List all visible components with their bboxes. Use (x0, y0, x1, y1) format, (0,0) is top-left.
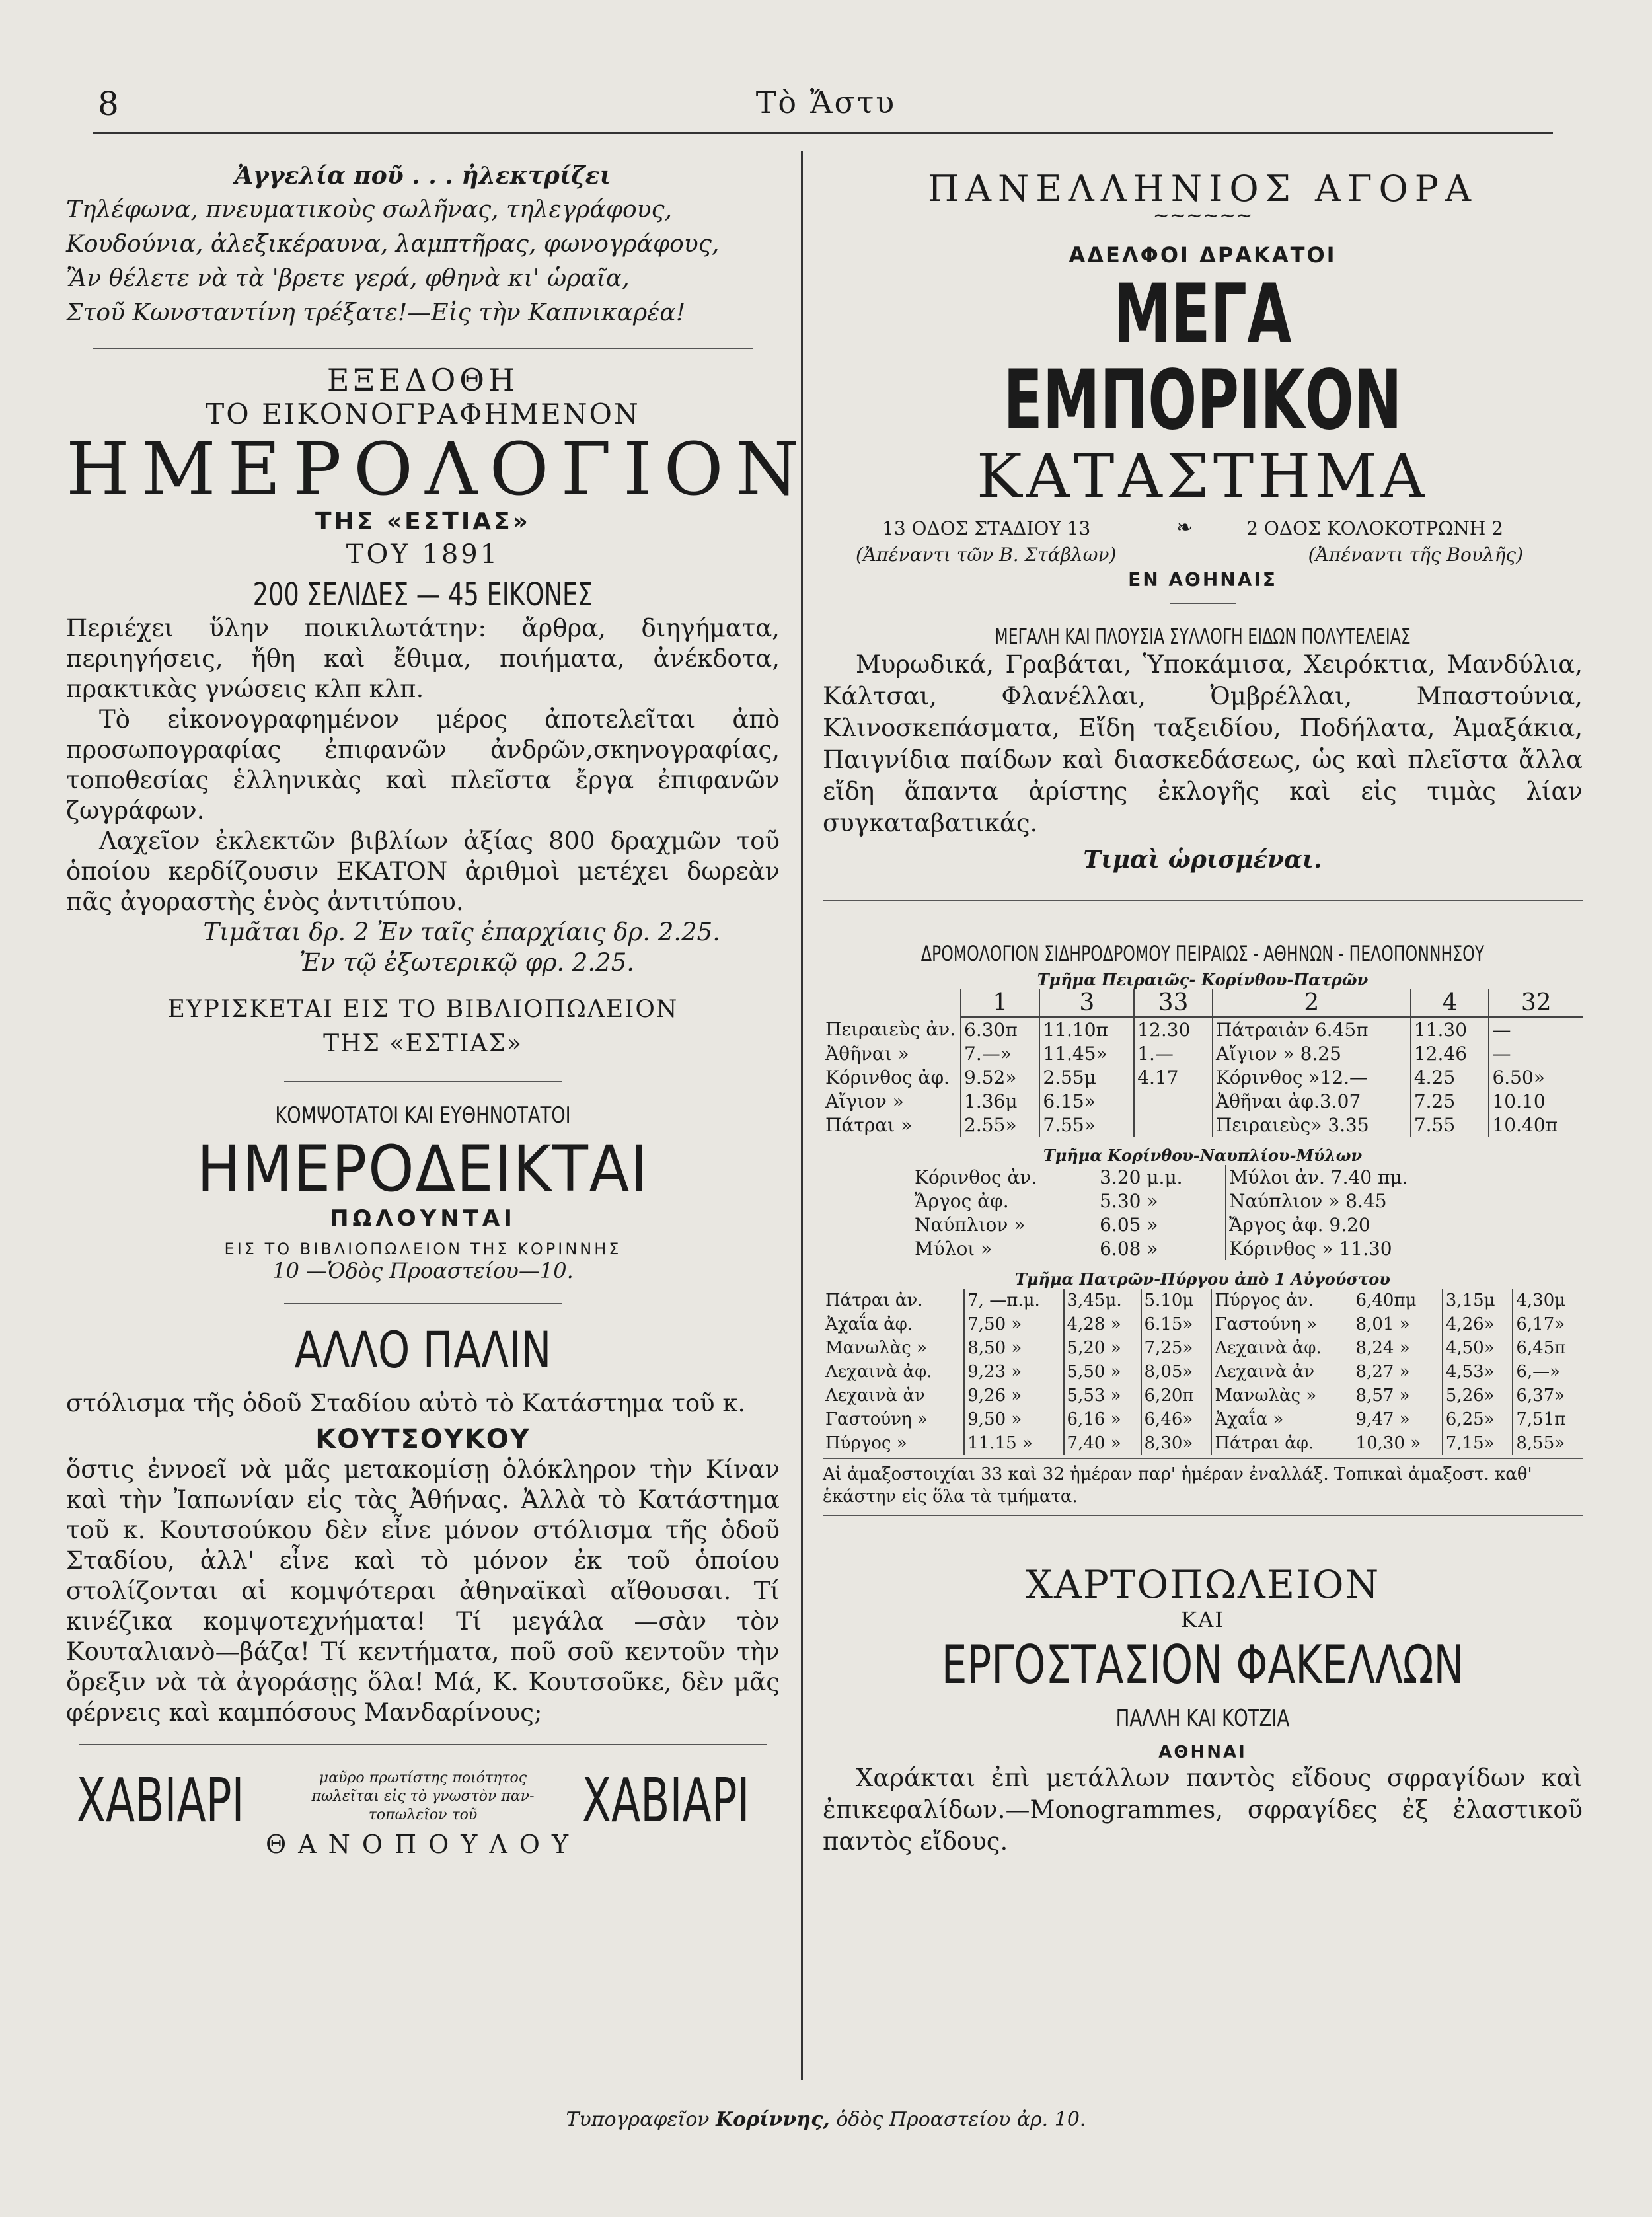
ornament-icon: ❧ (1176, 516, 1193, 539)
table-cell: 5,50 » (1064, 1360, 1141, 1384)
timetable-main-body (823, 1017, 1583, 1137)
paper-factory: ΕΡΓΟΣΤΑΣΙΟΝ ΦΑΚΕΛΛΩΝ (941, 1634, 1464, 1696)
divider (284, 1303, 562, 1304)
calendar-price: Τιμᾶται δρ. 2 Ἐν ταῖς ἐπαρχίαις δρ. 2.25. (203, 918, 720, 946)
table-row (823, 1289, 1583, 1312)
table-cell: — (1489, 1017, 1583, 1041)
table-cell: Πάτραι » (825, 1113, 913, 1136)
table-cell: Κόρινθος » 11.30 (1226, 1236, 1493, 1260)
table-cell: Πάτραι ἀφ. (1211, 1431, 1353, 1455)
right-column (823, 159, 1583, 1858)
table-cell: 6,16 » (1064, 1408, 1141, 1431)
table-cell: Μύλοι ἀν. 7.40 πμ. (1226, 1165, 1493, 1189)
store-mega: ΜΕΓΑ ΕΜΠΟΡΙΚΟΝ (1003, 267, 1402, 448)
table-cell: 12.46 (1411, 1041, 1489, 1065)
caviar-word-left: ΧΑΒΙΑΡΙ (76, 1765, 244, 1836)
store-address-kolokotroni: 2 ΟΔΟΣ ΚΟΛΟΚΟΤΡΩΝΗ 2 (1246, 517, 1503, 539)
table-row (912, 1189, 1493, 1213)
table-cell: 7,50 » (964, 1312, 1063, 1336)
table-row (823, 1017, 1583, 1041)
table-cell: 9,23 » (964, 1360, 1063, 1384)
caviar-desc-line: τοπωλεῖον τοῦ (368, 1807, 478, 1823)
table-cell: 7, —π.μ. (964, 1289, 1063, 1312)
table-row (823, 1065, 1583, 1089)
table-cell: Ἀχαΐα » (1211, 1408, 1353, 1431)
table-row (823, 1408, 1583, 1431)
table-row (823, 1113, 1583, 1137)
table-row (823, 1384, 1583, 1408)
divider (823, 900, 1583, 901)
clocks-shop: ΕΙΣ ΤΟ ΒΙΒΛΙΟΠΩΛΕΙΟΝ ΤΗΣ ΚΟΡΙΝΝΗΣ (224, 1240, 622, 1258)
table-cell: 1.— (1134, 1041, 1213, 1065)
table-cell: 4,30μ (1513, 1289, 1583, 1312)
calendar-price-abroad: Ἐν τῷ ἐξωτερικῷ φρ. 2.25. (299, 948, 634, 977)
table-cell: Αἴγιον » 8.25 (1213, 1041, 1411, 1065)
caviar-word-right: ΧΑΒΙΑΡΙ (582, 1765, 750, 1836)
clocks-sold: ΠΩΛΟΥΝΤΑΙ (330, 1205, 516, 1232)
clocks-title: ΗΜΕΡΟΔΕΙΚΤΑΙ (197, 1132, 649, 1206)
table-cell: 4,50» (1443, 1336, 1513, 1360)
electric-ad-line: Στοῦ Κωνσταντίνη τρέξατε!—Εἰς τὴν Καπνικαρέα! (66, 299, 686, 326)
caviar-ad (66, 1765, 780, 1858)
table-cell: 7.55 (1411, 1113, 1489, 1137)
running-head: Τὸ Ἄστυ (755, 85, 897, 120)
koutsoukos-ad (66, 1320, 780, 1728)
table-cell: Λεχαινὰ ἀν (1211, 1360, 1353, 1384)
table-cell: Μανωλὰς » (1211, 1384, 1353, 1408)
table-row (823, 1312, 1583, 1336)
paper-and: ΚΑΙ (1181, 1607, 1224, 1632)
imprint-pre: Τυπογραφεῖον (566, 2108, 710, 2131)
calendar-illustrated: ΤΟ ΕΙΚΟΝΟΓΡΑΦΗΜΕΝΟΝ (206, 398, 640, 430)
electric-ad-line: Ἂν θέλετε νὰ τὰ 'βρετε γερά, φθηνὰ κι' ὡραῖα, (66, 265, 630, 292)
table-cell: 9.52» (961, 1065, 1039, 1089)
table-cell: 6,—» (1513, 1360, 1583, 1384)
calendar-found-at (66, 993, 780, 1061)
timetable-section: Τμῆμα Κορίνθου-Ναυπλίου-Μύλων (1043, 1146, 1363, 1165)
koutsoukos-title: ΑΛΛΟ ΠΑΛΙΝ (294, 1320, 552, 1379)
table-cell: 6.30π (961, 1017, 1039, 1041)
table-cell: 6.50» (1489, 1065, 1583, 1089)
table-cell: Ἀθῆναι » (825, 1042, 909, 1065)
table-cell: 6.05 » (1100, 1213, 1158, 1236)
timetable-section: Τμῆμα Πατρῶν-Πύργου ἀπὸ 1 Αὐγούστου (1015, 1269, 1390, 1289)
store-prices: Τιμαὶ ὡρισμέναι. (1083, 846, 1322, 874)
table-cell: 10,30 » (1355, 1433, 1421, 1453)
table-cell: 3 (1039, 989, 1134, 1017)
table-cell: 7,40 » (1064, 1431, 1141, 1455)
table-cell: 2.55μ (1039, 1065, 1134, 1089)
table-cell: 4,28 » (1064, 1312, 1141, 1336)
paper-owners: ΠΑΛΛΗ ΚΑΙ ΚΟΤΖΙΑ (1115, 1705, 1290, 1732)
timetable-main (823, 989, 1583, 1137)
table-cell (1134, 1113, 1213, 1137)
imprint (0, 2108, 1652, 2131)
table-cell: Λεχαινὰ ἀφ. (825, 1362, 932, 1382)
table-cell: 7,25» (1141, 1336, 1212, 1360)
table-cell: 1.36μ (961, 1089, 1039, 1113)
timetable-pyrgos (823, 1289, 1583, 1455)
table-cell: 7,15» (1443, 1431, 1513, 1455)
store-katastima: ΚΑΤΑΣΤΗΜΑ (976, 441, 1429, 511)
page-number: 8 (98, 85, 119, 123)
table-cell: 32 (1489, 989, 1583, 1017)
timetable-section: Τμῆμα Πειραιῶς- Κορίνθου-Πατρῶν (1037, 970, 1369, 989)
timetable-title: ΔΡΟΜΟΛΟΓΙΟΝ ΣΙΔΗΡΟΔΡΟΜΟΥ ΠΕΙΡΑΙΩΣ - ΑΘΗΝΩΝ - ΠΕΛΟΠΟΝΝΗΣΟΥ (920, 941, 1485, 966)
table-row (912, 1165, 1493, 1189)
clocks-ad (66, 1102, 780, 1283)
table-cell: Μύλοι » (915, 1237, 993, 1259)
table-cell: 7,51π (1513, 1408, 1583, 1431)
clocks-tagline: ΚΟΜΨΟΤΑΤΟΙ ΚΑΙ ΕΥΘΗΝΟΤΑΤΟΙ (275, 1102, 571, 1129)
table-cell: Ἀχαΐα ἀφ. (825, 1314, 913, 1334)
divider (284, 1081, 562, 1082)
electric-ad-headline: Ἀγγελία ποῦ . . . ἠλεκτρίζει (235, 162, 611, 190)
calendar-title: ΗΜΕΡΟΛΟΓΙΟΝ (66, 427, 811, 511)
table-cell: 5,20 » (1064, 1336, 1141, 1360)
table-cell: Μανωλὰς » (825, 1338, 927, 1358)
store-address-note: (Ἀπέναντι τῆς Βουλῆς) (1308, 544, 1523, 566)
calendar-lottery: Λαχεῖον ἐκλεκτῶν βιβλίων ἀξίας 800 δραχμῶν τοῦ ὁποίου κερδίζουσιν ΕΚΑΤΟΝ ἀριθμοὶ μετέχει δωρεὰν πᾶς ἀγοραστὴς ἑνὸς ἀντιτύπου. (66, 827, 780, 916)
table-cell: Πάτραιἀν 6.45π (1213, 1017, 1411, 1041)
header-rule (93, 132, 1553, 134)
table-cell: 10.40π (1489, 1113, 1583, 1137)
table-cell: Πειραιεὺς» 3.35 (1213, 1113, 1411, 1137)
store-addresses (823, 509, 1583, 569)
divider (823, 1515, 1583, 1516)
timetable-note: Αἱ ἁμαξοστοιχίαι 33 καὶ 32 ἡμέραν παρ' ἡμέραν ἐναλλάξ. Τοπικαὶ ἁμαξοστ. καθ' ἑκάστην εἰς ὅλα τὰ τμήματα. (823, 1464, 1532, 1507)
table-cell: 6,25» (1443, 1408, 1513, 1431)
calendar-published: ΕΞΕΔΟΘΗ (326, 362, 519, 398)
table-row (823, 989, 1583, 1017)
electric-ad-line: Κουδούνια, ἀλεξικέραυνα, λαμπτῆρας, φωνογράφους, (66, 231, 720, 258)
calendar-year: ΤΟΥ 1891 (346, 539, 500, 570)
table-cell: 8,24 » (1355, 1338, 1410, 1358)
table-cell: 3.20 μ.μ. (1100, 1166, 1183, 1188)
caviar-desc-line: πωλεῖται εἰς τὸ γνωστὸν παν- (311, 1788, 535, 1805)
table-cell: 6,17» (1513, 1312, 1583, 1336)
table-cell: 11.10π (1039, 1017, 1134, 1041)
table-cell: 9,26 » (964, 1384, 1063, 1408)
electric-ad (66, 159, 780, 330)
table-cell: 9,47 » (1355, 1409, 1410, 1429)
table-cell: 6.15» (1039, 1089, 1134, 1113)
table-cell: 4.25 (1411, 1065, 1489, 1089)
table-cell: 2.55» (961, 1113, 1039, 1137)
calendar-ad (66, 362, 811, 613)
imprint-post: ὁδὸς Προαστείου ἀρ. 10. (836, 2108, 1086, 2131)
table-cell: Πειραιεὺς ἀν. (825, 1018, 956, 1040)
table-cell: 8,57 » (1355, 1386, 1410, 1406)
table-cell: Κόρινθος »12.— (1213, 1065, 1411, 1089)
calendar-illustrations: Τὸ εἰκονογραφημένον μέρος ἀποτελεῖται ἀπὸ προσωπογραφίας ἐπιφανῶν ἀνδρῶν,σκηνογραφίας, τοποθεσίας ἑλληνικὰς καὶ πλεῖστα ἔργα ἐπιφανῶν ζωγράφων. (66, 705, 780, 825)
paper-shop-ad (823, 1562, 1583, 1762)
table-cell: Πάτραι ἀν. (825, 1291, 923, 1310)
table-cell: 8,01 » (1355, 1314, 1410, 1334)
table-cell: Κόρινθος ἀφ. (825, 1066, 950, 1088)
table-cell: 5,26» (1443, 1384, 1513, 1408)
table-cell: Πύργος ἀν. (1211, 1289, 1353, 1312)
table-cell: 4,26» (1443, 1312, 1513, 1336)
table-cell: 5,53 » (1064, 1384, 1141, 1408)
table-cell: 11.30 (1411, 1017, 1489, 1041)
table-cell (1134, 1089, 1213, 1113)
table-cell: Αἴγιον » (825, 1090, 904, 1112)
table-cell: 11.45» (1039, 1041, 1134, 1065)
koutsoukos-body: ὅστις ἐννοεῖ νὰ μᾶς μετακομίσῃ ὁλόκληρον τὴν Κίναν καὶ τὴν Ἰαπωνίαν εἰς τὰς Ἀθήνας. Ἀλλὰ τὸ Κατάστημα τοῦ κ. Κουτσούκου δὲν εἶνε μόνον στόλισμα τῆς ὁδοῦ Σταδίου, ἀλλ' εἶνε καὶ τὸ μόνον ἐκ τοῦ ὁποίου στολίζονται αἱ κομψότεραι ἀθηναϊκαὶ αἴθουσαι. Τί κινέζικα κομψοτεχνήματα! Τί μεγάλα —σὰν τὸν Κουταλιανὸ—βάζα! Τί κεντήματα, ποῦ σοῦ κεντοῦν τὴν ὄρεξιν νὰ τὰ ἀγοράσῃς ὅλα! Μά, Κ. Κουτσοῦκε, δὲν μᾶς φέρνεις καὶ καμπόσους Μανδαρίνους; (66, 1455, 780, 1727)
left-column (66, 159, 811, 1859)
table-row (823, 1089, 1583, 1113)
table-cell: 6.15» (1141, 1312, 1212, 1336)
imprint-name: Κορίννης, (716, 2108, 830, 2131)
store-collection: ΜΕΓΑΛΗ ΚΑΙ ΠΛΟΥΣΙΑ ΣΥΛΛΟΓΗ ΕΙΔΩΝ ΠΟΛΥΤΕΛΕΙΑΣ (995, 624, 1411, 649)
table-cell: Γαστούνη » (1211, 1312, 1353, 1336)
table-cell: — (1489, 1041, 1583, 1065)
table-cell: Πύργος » (825, 1433, 907, 1453)
table-cell: 8,30» (1141, 1431, 1212, 1455)
table-cell: 2 (1213, 989, 1411, 1017)
calendar-pages: 200 ΣΕΛΙΔΕΣ — 45 ΕΙΚΟΝΕΣ (252, 576, 593, 613)
table-row (912, 1236, 1493, 1260)
table-cell: 8,50 » (964, 1336, 1063, 1360)
table-cell: 6.08 » (1100, 1237, 1158, 1259)
timetable-nafplio-body (912, 1165, 1493, 1260)
table-cell: 7.—» (961, 1041, 1039, 1065)
calendar-of-estia: ΤΗΣ «ΕΣΤΙΑΣ» (315, 508, 531, 535)
table-cell: 7.55» (1039, 1113, 1134, 1137)
table-cell: 11.15 » (964, 1431, 1063, 1455)
table-cell: 7.25 (1411, 1089, 1489, 1113)
table-cell: 6,45π (1513, 1336, 1583, 1360)
koutsoukos-intro: στόλισμα τῆς ὁδοῦ Σταδίου αὐτὸ τὸ Κατάστημα τοῦ κ. (66, 1389, 746, 1417)
table-cell: Ἀθῆναι ἀφ.3.07 (1213, 1089, 1411, 1113)
table-cell: Ἄργος ἀφ. (915, 1189, 1009, 1212)
calendar-contents: Περιέχει ὕλην ποικιλωτάτην: ἄρθρα, διηγήματα, περιηγήσεις, ἤθη καὶ ἔθιμα, ποιήματα, ἀνέκδοτα, πρακτικὰς γνώσεις κλπ κλπ. (66, 614, 780, 703)
table-row (823, 1360, 1583, 1384)
table-cell: 33 (1134, 989, 1213, 1017)
table-cell: 6,20π (1141, 1384, 1212, 1408)
paper-title: ΧΑΡΤΟΠΩΛΕΙΟΝ (1025, 1562, 1380, 1607)
store-city: ΕΝ ΑΘΗΝΑΙΣ (1128, 569, 1277, 591)
table-cell: 12.30 (1134, 1017, 1213, 1041)
table-cell: 5.30 » (1100, 1189, 1158, 1212)
divider (823, 1458, 1583, 1459)
table-cell: Λεχαινὰ ἀν (825, 1386, 925, 1406)
table-cell: 9,50 » (964, 1408, 1063, 1431)
table-cell: Ναύπλιον » 8.45 (1226, 1189, 1493, 1213)
table-cell: Ἄργος ἀφ. 9.20 (1226, 1213, 1493, 1236)
table-row (912, 1213, 1493, 1236)
table-cell: 6,40πμ (1355, 1291, 1417, 1310)
found-line: ΕΥΡΙΣΚΕΤΑΙ ΕΙΣ ΤΟ ΒΙΒΛΙΟΠΩΛΕΙΟΝ (167, 996, 679, 1023)
table-cell: Κόρινθος ἀν. (915, 1166, 1037, 1188)
divider (1170, 603, 1236, 604)
divider (79, 1744, 767, 1745)
store-brothers: ΑΔΕΛΦΟΙ ΔΡΑΚΑΤΟΙ (1069, 243, 1337, 268)
store-agora: ΠΑΝΕΛΛΗΝΙΟΣ ΑΓΟΡΑ (927, 168, 1478, 209)
table-cell: 4,53» (1443, 1360, 1513, 1384)
store-items: Μυρωδικά, Γραβάται, Ὑποκάμισα, Χειρόκτια, Μανδύλια, Κάλτσαι, Φλανέλλαι, Ὀμβρέλλαι, Μπαστούνια, Κλινοσκεπάσματα, Εἴδη ταξειδίου, Ποδήλατα, Ἁμαξάκια, Παιγνίδια παίδων καὶ διασκεδάσεως, ὡς καὶ πλεῖστα ἄλλα εἴδη ἅπαντα ἀρίστης ἐκλογῆς καὶ εἰς τιμὰς λίαν συγκαταβατικάς. (823, 650, 1583, 837)
paper-body: Χαράκται ἐπὶ μετάλλων παντὸς εἴδους σφραγίδων καὶ ἐπικεφαλίδων.—Monogrammes, σφραγίδες ἐξ ἐλαστικοῦ παντὸς εἴδους. (823, 1764, 1583, 1856)
store-address-note: (Ἀπέναντι τῶν Β. Στάβλων) (856, 544, 1117, 566)
table-cell: 10.10 (1489, 1089, 1583, 1113)
found-line: ΤΗΣ «ΕΣΤΙΑΣ» (323, 1030, 523, 1057)
caviar-description (304, 1769, 542, 1824)
caviar-desc-line: μαῦρο πρωτίστης ποιότητος (319, 1770, 527, 1786)
table-cell: Λεχαινὰ ἀφ. (1211, 1336, 1353, 1360)
table-cell: 6,37» (1513, 1384, 1583, 1408)
electric-ad-line: Τηλέφωνα, πνευματικοὺς σωλῆνας, τηλεγράφους, (66, 196, 673, 223)
table-cell: 8,05» (1141, 1360, 1212, 1384)
ornament-icon: ~~~~~~ (1152, 204, 1253, 227)
table-cell: 3,45μ. (1064, 1289, 1141, 1312)
table-cell: 4.17 (1134, 1065, 1213, 1089)
store-address-stadiou: 13 ΟΔΟΣ ΣΤΑΔΙΟΥ 13 (882, 517, 1091, 539)
table-row (823, 1041, 1583, 1065)
timetable-pyrgos-body (823, 1289, 1583, 1455)
divider (93, 348, 753, 349)
table-row (823, 1336, 1583, 1360)
table-cell: Γαστούνη » (825, 1409, 928, 1429)
table-cell: 4 (1411, 989, 1489, 1017)
clocks-address: 10 —Ὁδὸς Προαστείου—10. (272, 1258, 574, 1283)
table-cell: 8,55» (1513, 1431, 1583, 1455)
paper-city: ΑΘΗΝΑΙ (1158, 1743, 1247, 1762)
table-cell: 3,15μ (1443, 1289, 1513, 1312)
table-cell: 8,27 » (1355, 1362, 1410, 1382)
table-cell: 6,46» (1141, 1408, 1212, 1431)
table-cell: Ναύπλιον » (915, 1213, 1026, 1236)
table-cell: 1 (961, 989, 1039, 1017)
table-cell: 5.10μ (1141, 1289, 1212, 1312)
table-row (823, 1431, 1583, 1455)
timetable-nafplio (912, 1165, 1493, 1260)
koutsoukos-name: ΚΟΥΤΣΟΥΚΟΥ (315, 1424, 531, 1454)
caviar-maker: ΘΑΝΟΠΟΥΛΟΥ (265, 1830, 581, 1859)
